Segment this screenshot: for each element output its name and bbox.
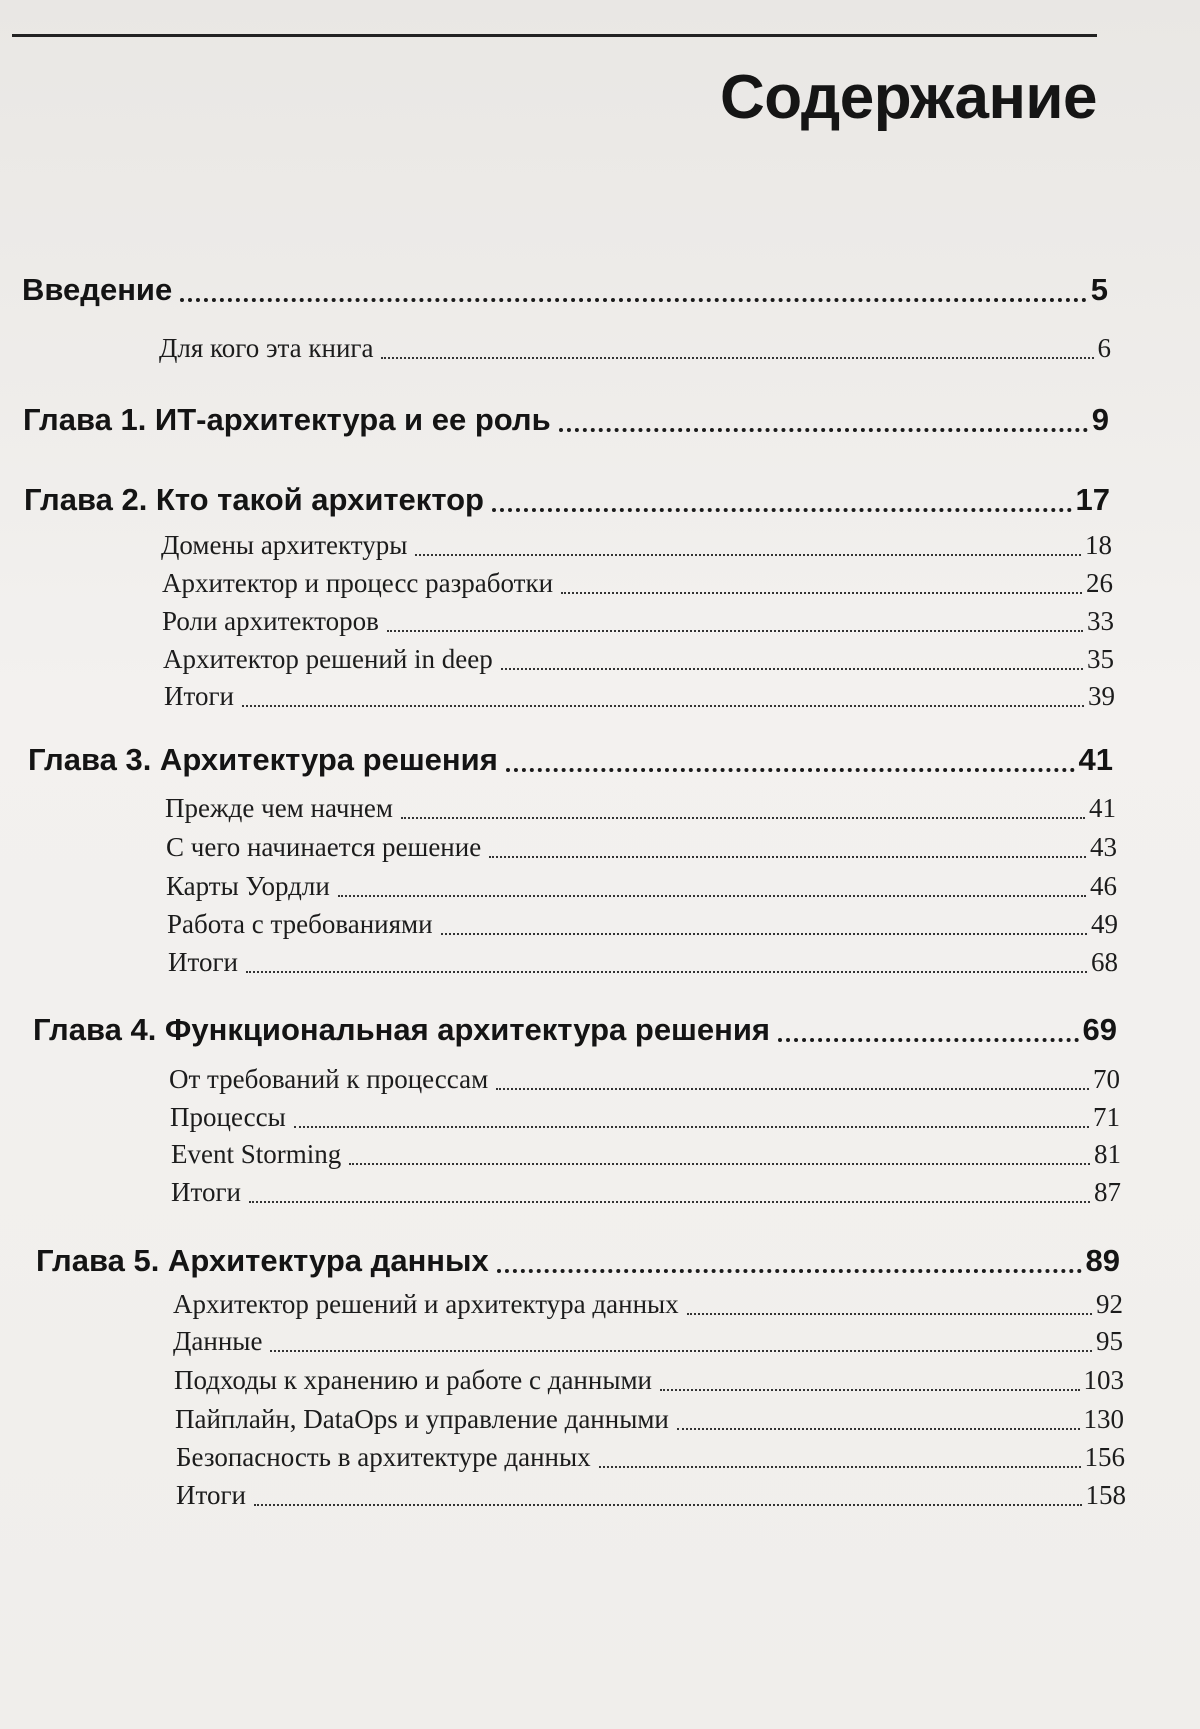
toc-section-row: [0, 788, 1200, 828]
toc-entry-title: Глава 1. ИТ-архитектура и ее роль: [23, 402, 555, 438]
toc-page-number: 33: [1087, 606, 1114, 636]
toc-page-number: 43: [1090, 832, 1117, 862]
toc-section-row: [0, 563, 1200, 603]
toc-section-row: [0, 601, 1200, 641]
toc-dot-leader: [496, 1088, 1089, 1090]
toc-entry-title: Домены архитектуры: [161, 530, 411, 561]
toc-section-row: [0, 1097, 1200, 1137]
toc-entry-title: Безопасность в архитектуре данных: [176, 1442, 595, 1473]
toc-section-row: [0, 1399, 1200, 1439]
toc-page-number: 35: [1087, 644, 1114, 674]
toc-entry-title: Подходы к хранению и работе с данными: [174, 1365, 656, 1396]
toc-dot-leader: [599, 1466, 1081, 1468]
toc-page-number: 92: [1096, 1289, 1123, 1319]
toc-page-number: 49: [1091, 909, 1118, 939]
toc-entry-title: Введение: [22, 272, 176, 308]
toc-entry-title: Данные: [173, 1326, 266, 1357]
toc-page-number: 71: [1093, 1102, 1120, 1132]
toc-page-number: 9: [1091, 402, 1109, 437]
toc-entry-title: Глава 2. Кто такой архитектор: [24, 482, 488, 518]
toc-page-number: 41: [1089, 793, 1116, 823]
toc-dot-leader: [387, 630, 1083, 632]
toc-entry-title: Архитектор решений in deep: [163, 644, 497, 675]
toc-dot-leader: [497, 1269, 1082, 1273]
toc-dot-leader: [441, 933, 1087, 935]
toc-entry-title: Глава 4. Функциональная архитектура решения: [33, 1012, 774, 1048]
toc-page-number: 70: [1093, 1064, 1120, 1094]
toc-entry-title: Прежде чем начнем: [165, 793, 397, 824]
toc-page-number: 69: [1082, 1012, 1117, 1047]
toc-section-row: [0, 1284, 1200, 1324]
toc-dot-leader: [415, 554, 1081, 556]
toc-entry-title: Архитектор и процесс разработки: [162, 568, 557, 599]
toc-page-number: 41: [1078, 742, 1113, 777]
toc-dot-leader: [561, 592, 1082, 594]
toc-section-row: [0, 827, 1200, 867]
toc-section-row: [0, 676, 1200, 716]
toc-entry-title: Итоги: [176, 1480, 250, 1511]
toc-dot-leader: [677, 1428, 1080, 1430]
toc-section-row: [0, 1059, 1200, 1099]
toc-dot-leader: [506, 768, 1075, 772]
toc-entry-title: Глава 3. Архитектура решения: [28, 742, 502, 778]
toc-page-number: 46: [1090, 871, 1117, 901]
toc-dot-leader: [249, 1201, 1090, 1203]
toc-page-number: 26: [1086, 568, 1113, 598]
toc-section-row: [0, 328, 1200, 368]
toc-page-number: 6: [1097, 333, 1111, 363]
toc-dot-leader: [242, 705, 1084, 707]
toc-chapter-row: [0, 482, 1200, 522]
toc-page-number: 5: [1090, 272, 1108, 307]
toc-section-row: [0, 639, 1200, 679]
toc-page-number: 87: [1094, 1177, 1121, 1207]
toc-entry-title: С чего начинается решение: [166, 832, 485, 863]
toc-page-number: 68: [1091, 947, 1118, 977]
toc-entry-title: Пайплайн, DataOps и управление данными: [175, 1404, 673, 1435]
toc-page-number: 89: [1085, 1243, 1120, 1278]
toc-page-number: 95: [1096, 1326, 1123, 1356]
toc-section-row: [0, 1134, 1200, 1174]
toc-section-row: [0, 904, 1200, 944]
toc-dot-leader: [254, 1504, 1082, 1506]
toc-entry-title: Архитектор решений и архитектура данных: [173, 1289, 683, 1320]
header-rule: [12, 34, 1097, 37]
toc-entry-title: Карты Уордли: [166, 871, 334, 902]
toc-chapter-row: [0, 742, 1200, 782]
toc-entry-title: Работа с требованиями: [167, 909, 437, 940]
toc-entry-title: Итоги: [168, 947, 242, 978]
toc-dot-leader: [270, 1350, 1092, 1352]
toc-chapter-row: [0, 402, 1200, 442]
toc-chapter-row: [0, 272, 1200, 312]
toc-dot-leader: [778, 1038, 1079, 1042]
toc-page-number: 130: [1083, 1404, 1124, 1434]
toc-section-row: [0, 1475, 1200, 1515]
toc-page-number: 18: [1085, 530, 1112, 560]
toc-entry-title: Итоги: [171, 1177, 245, 1208]
toc-dot-leader: [381, 357, 1093, 359]
toc-section-row: [0, 866, 1200, 906]
toc-section-row: [0, 525, 1200, 565]
toc-entry-title: Event Storming: [171, 1139, 345, 1170]
toc-entry-title: Глава 5. Архитектура данных: [36, 1243, 493, 1279]
toc-entry-title: Процессы: [170, 1102, 290, 1133]
toc-dot-leader: [660, 1389, 1079, 1391]
toc-page-number: 158: [1085, 1480, 1126, 1510]
toc-dot-leader: [180, 298, 1087, 302]
toc-dot-leader: [246, 971, 1087, 973]
toc-entry-title: От требований к процессам: [169, 1064, 492, 1095]
toc-page-number: 17: [1075, 482, 1110, 517]
toc-page-number: 39: [1088, 681, 1115, 711]
toc-entry-title: Итоги: [164, 681, 238, 712]
toc-dot-leader: [687, 1313, 1092, 1315]
toc-chapter-row: [0, 1012, 1200, 1052]
toc-dot-leader: [501, 668, 1083, 670]
toc-page-number: 156: [1084, 1442, 1125, 1472]
toc-dot-leader: [492, 508, 1072, 512]
toc-dot-leader: [559, 428, 1088, 432]
toc-section-row: [0, 1360, 1200, 1400]
toc-page-number: 81: [1094, 1139, 1121, 1169]
toc-section-row: [0, 942, 1200, 982]
toc-section-row: [0, 1321, 1200, 1361]
toc-entry-title: Для кого эта книга: [159, 333, 377, 364]
toc-section-row: [0, 1172, 1200, 1212]
toc-page-number: 103: [1083, 1365, 1124, 1395]
toc-dot-leader: [489, 856, 1086, 858]
toc-chapter-row: [0, 1243, 1200, 1283]
toc-entry-title: Роли архитекторов: [162, 606, 383, 637]
toc-dot-leader: [349, 1163, 1090, 1165]
toc-section-row: [0, 1437, 1200, 1477]
toc-dot-leader: [294, 1126, 1089, 1128]
toc-dot-leader: [338, 895, 1086, 897]
page-title: Содержание: [720, 63, 1097, 132]
toc-dot-leader: [401, 817, 1085, 819]
